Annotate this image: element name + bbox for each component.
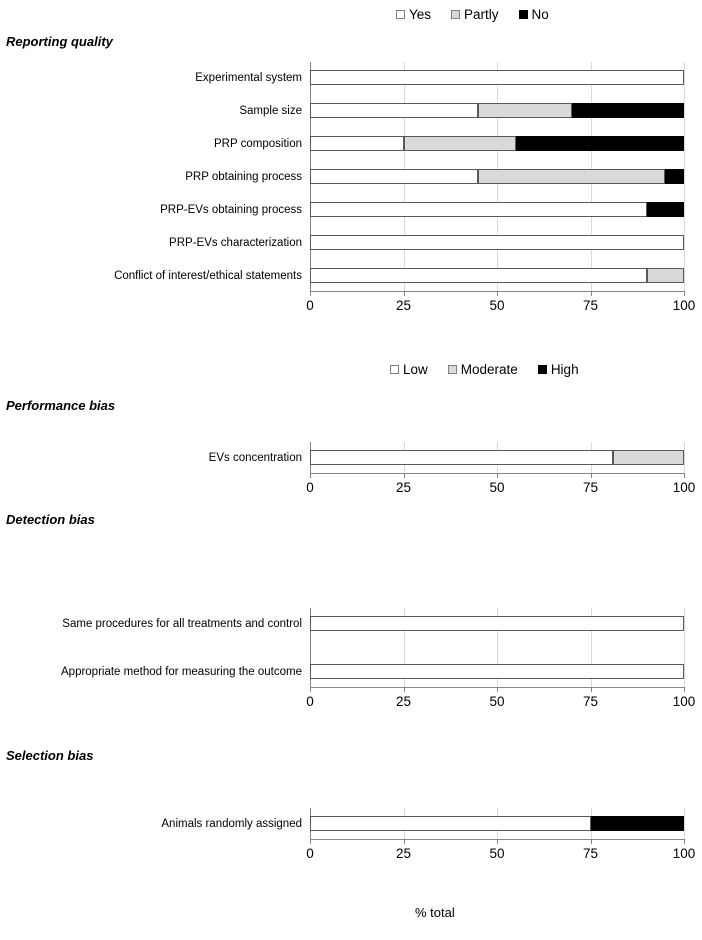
- category-label: Sample size: [239, 105, 302, 117]
- x-tick-label: 100: [672, 480, 696, 495]
- x-tick-label: 75: [582, 298, 599, 313]
- bar-segment-partly: [478, 169, 665, 184]
- x-tick-label: 0: [306, 694, 314, 709]
- category-label: PRP-EVs obtaining process: [160, 204, 302, 216]
- x-tick: [684, 839, 685, 844]
- bar-segment-moderate: [613, 450, 684, 465]
- legend-swatch-black-icon: [538, 365, 547, 374]
- bar-row: [310, 202, 684, 217]
- x-tick-label: 75: [582, 846, 599, 861]
- category-label: PRP obtaining process: [185, 171, 302, 183]
- category-label: EVs concentration: [208, 452, 302, 464]
- x-tick-label: 50: [489, 298, 505, 313]
- x-tick: [404, 291, 405, 296]
- section-title-reporting-quality: Reporting quality: [6, 34, 113, 49]
- x-tick-label: 75: [582, 694, 599, 709]
- chart-selection-bias: [161, 808, 696, 865]
- x-tick: [404, 473, 405, 478]
- legend-swatch-white-icon: [390, 365, 399, 374]
- bar-segment-low: [310, 450, 613, 465]
- x-tick-label: 0: [306, 298, 314, 313]
- x-tick: [591, 291, 592, 296]
- category-label: PRP-EVs characterization: [169, 237, 302, 249]
- bar-segment-partly: [404, 136, 516, 151]
- x-tick: [404, 839, 405, 844]
- bar-segment-yes: [310, 169, 478, 184]
- bar-segment-yes: [310, 268, 647, 283]
- bar-segment-no: [647, 202, 684, 217]
- x-tick-label: 25: [395, 846, 412, 861]
- bar-segment-yes: [310, 235, 684, 250]
- x-tick-label: 50: [489, 694, 505, 709]
- legend-item-low: [390, 363, 428, 377]
- bar-segment-yes: [310, 70, 684, 85]
- category-label: Experimental system: [195, 72, 302, 84]
- x-tick-label: 25: [395, 694, 412, 709]
- legend-label: No: [531, 7, 549, 22]
- bar-segment-no: [665, 169, 684, 184]
- x-tick-label: 100: [672, 298, 696, 313]
- bar-segment-high: [591, 816, 685, 831]
- x-tick-label: 50: [489, 846, 505, 861]
- legend-swatch-gray-icon: [448, 365, 457, 374]
- category-label: Animals randomly assigned: [161, 818, 302, 830]
- bar-segment-low: [310, 816, 591, 831]
- x-tick-label: 75: [582, 480, 599, 495]
- category-label: Appropriate method for measuring the outcome: [61, 666, 302, 678]
- x-tick-label: 100: [672, 846, 696, 861]
- x-tick: [684, 473, 685, 478]
- x-tick: [591, 839, 592, 844]
- legend-item-no: [519, 8, 549, 22]
- section-title-detection-bias: Detection bias: [6, 512, 95, 527]
- bar-segment-yes: [310, 202, 647, 217]
- x-tick: [310, 839, 311, 844]
- x-tick: [310, 473, 311, 478]
- x-tick: [591, 473, 592, 478]
- bar-row: [310, 450, 684, 465]
- category-label: PRP composition: [214, 138, 302, 150]
- chart-performance-bias: [208, 442, 696, 499]
- bar-segment-partly: [647, 268, 684, 283]
- x-tick: [591, 687, 592, 692]
- legend-label: Low: [403, 362, 428, 377]
- bar-row: [310, 268, 684, 283]
- x-tick: [310, 291, 311, 296]
- x-axis-title: % total: [415, 905, 455, 920]
- gridline-100: [684, 442, 685, 473]
- x-tick: [404, 687, 405, 692]
- legend-item-high: [538, 363, 579, 377]
- legend-label: High: [550, 362, 579, 377]
- bar-segment-partly: [478, 103, 572, 118]
- bar-row: [310, 816, 684, 831]
- x-tick: [684, 291, 685, 296]
- section-title-selection-bias: Selection bias: [6, 748, 94, 763]
- chart-detection-bias: [61, 608, 696, 713]
- bar-segment-yes: [310, 136, 404, 151]
- bar-row: [310, 235, 684, 250]
- category-label: Same procedures for all treatments and control: [62, 618, 302, 630]
- bar-row: [310, 616, 684, 631]
- x-tick: [497, 687, 498, 692]
- x-tick-label: 25: [395, 480, 412, 495]
- x-tick-label: 50: [489, 480, 505, 495]
- x-tick: [497, 839, 498, 844]
- legend-swatch-black-icon: [519, 10, 528, 19]
- x-tick-label: 25: [395, 298, 412, 313]
- section-title-performance-bias: Performance bias: [6, 398, 116, 413]
- x-tick-label: 0: [306, 846, 314, 861]
- bar-segment-low: [310, 664, 684, 679]
- bar-row: [310, 136, 684, 151]
- category-label: Conflict of interest/ethical statements: [114, 270, 302, 282]
- x-tick: [497, 291, 498, 296]
- gridline-100: [684, 608, 685, 687]
- bar-row: [310, 70, 684, 85]
- legend-item-yes: [396, 8, 431, 22]
- reporting-quality-legend: [396, 8, 549, 22]
- legend-label: Partly: [464, 7, 499, 22]
- bar-row: [310, 664, 684, 679]
- legend-swatch-gray-icon: [451, 10, 460, 19]
- legend-label: Yes: [409, 7, 432, 22]
- risk-of-bias-legend: [390, 363, 579, 377]
- x-tick: [310, 687, 311, 692]
- chart-reporting-quality: [114, 62, 696, 317]
- legend-item-moderate: [448, 363, 518, 377]
- bar-segment-low: [310, 616, 684, 631]
- x-tick: [497, 473, 498, 478]
- gridline-100: [684, 62, 685, 291]
- bar-segment-yes: [310, 103, 478, 118]
- legend-label: Moderate: [460, 362, 518, 377]
- bar-segment-no: [572, 103, 684, 118]
- bar-row: [310, 169, 684, 184]
- x-tick-label: 0: [306, 480, 314, 495]
- x-tick: [684, 687, 685, 692]
- legend-swatch-white-icon: [396, 10, 405, 19]
- legend-item-partly: [451, 8, 499, 22]
- x-tick-label: 100: [672, 694, 696, 709]
- gridline-100: [684, 808, 685, 839]
- bar-row: [310, 103, 684, 118]
- bar-segment-no: [516, 136, 684, 151]
